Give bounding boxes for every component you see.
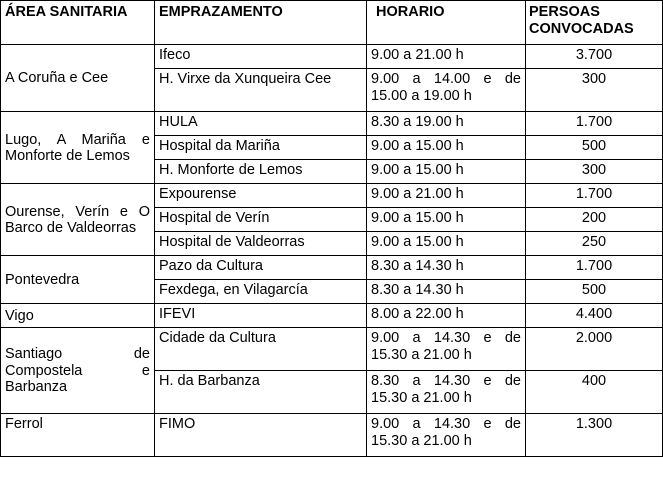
persoas-cell: 200 <box>526 208 663 232</box>
horario-cell: 9.00 a 15.00 h <box>367 160 526 184</box>
emprazamento-cell: FIMO <box>155 414 367 457</box>
area-cell: A Coruña e Cee <box>1 45 155 112</box>
persoas-cell: 300 <box>526 160 663 184</box>
table-row <box>1 256 663 280</box>
horario-cell: 9.00 a 14.30 e de 15.30 a 21.00 h <box>367 328 526 371</box>
persoas-cell: 3.700 <box>526 45 663 69</box>
table-row <box>1 112 663 136</box>
persoas-cell: 1.700 <box>526 112 663 136</box>
horario-cell: 8.30 a 14.30 e de 15.30 a 21.00 h <box>367 371 526 414</box>
persoas-cell: 300 <box>526 69 663 112</box>
emprazamento-cell: H. Monforte de Lemos <box>155 160 367 184</box>
horario-cell: 9.00 a 15.00 h <box>367 208 526 232</box>
emprazamento-cell: HULA <box>155 112 367 136</box>
persoas-cell: 500 <box>526 136 663 160</box>
area-cell: Ferrol <box>1 414 155 457</box>
horario-cell: 8.30 a 14.30 h <box>367 256 526 280</box>
horario-cell: 9.00 a 14.00 e de 15.00 a 19.00 h <box>367 69 526 112</box>
header-emprazamento: EMPRAZAMENTO <box>155 1 367 45</box>
emprazamento-cell: Ifeco <box>155 45 367 69</box>
emprazamento-cell: Fexdega, en Vilagarcía <box>155 280 367 304</box>
emprazamento-cell: Hospital de Valdeorras <box>155 232 367 256</box>
horario-cell: 8.30 a 14.30 h <box>367 280 526 304</box>
area-cell: Vigo <box>1 304 155 328</box>
header-persoas: PERSOAS CONVOCADAS <box>526 1 663 45</box>
emprazamento-cell: Hospital de Verín <box>155 208 367 232</box>
area-cell: Santiago de Compostela e Barbanza <box>1 328 155 414</box>
area-cell: Ourense, Verín e O Barco de Valdeorras <box>1 184 155 256</box>
persoas-cell: 1.700 <box>526 184 663 208</box>
table-row <box>1 184 663 208</box>
persoas-cell: 1.300 <box>526 414 663 457</box>
table-row <box>1 328 663 371</box>
emprazamento-cell: IFEVI <box>155 304 367 328</box>
area-cell: Lugo, A Mariña e Monforte de Lemos <box>1 112 155 184</box>
persoas-cell: 400 <box>526 371 663 414</box>
emprazamento-cell: H. da Barbanza <box>155 371 367 414</box>
persoas-cell: 1.700 <box>526 256 663 280</box>
header-row <box>1 1 663 45</box>
persoas-cell: 2.000 <box>526 328 663 371</box>
horario-cell: 8.00 a 22.00 h <box>367 304 526 328</box>
emprazamento-cell: Pazo da Cultura <box>155 256 367 280</box>
table-row <box>1 304 663 328</box>
emprazamento-cell: H. Virxe da Xunqueira Cee <box>155 69 367 112</box>
horario-cell: 9.00 a 21.00 h <box>367 45 526 69</box>
horario-cell: 9.00 a 15.00 h <box>367 136 526 160</box>
table-row <box>1 45 663 69</box>
persoas-cell: 250 <box>526 232 663 256</box>
emprazamento-cell: Cidade da Cultura <box>155 328 367 371</box>
area-cell: Pontevedra <box>1 256 155 304</box>
horario-cell: 9.00 a 15.00 h <box>367 232 526 256</box>
horario-cell: 8.30 a 19.00 h <box>367 112 526 136</box>
emprazamento-cell: Expourense <box>155 184 367 208</box>
table-row <box>1 414 663 457</box>
horario-cell: 9.00 a 14.30 e de 15.30 a 21.00 h <box>367 414 526 457</box>
persoas-cell: 4.400 <box>526 304 663 328</box>
header-area: ÁREA SANITARIA <box>1 1 155 45</box>
emprazamento-cell: Hospital da Mariña <box>155 136 367 160</box>
header-horario: HORARIO <box>367 1 526 45</box>
persoas-cell: 500 <box>526 280 663 304</box>
horario-cell: 9.00 a 21.00 h <box>367 184 526 208</box>
